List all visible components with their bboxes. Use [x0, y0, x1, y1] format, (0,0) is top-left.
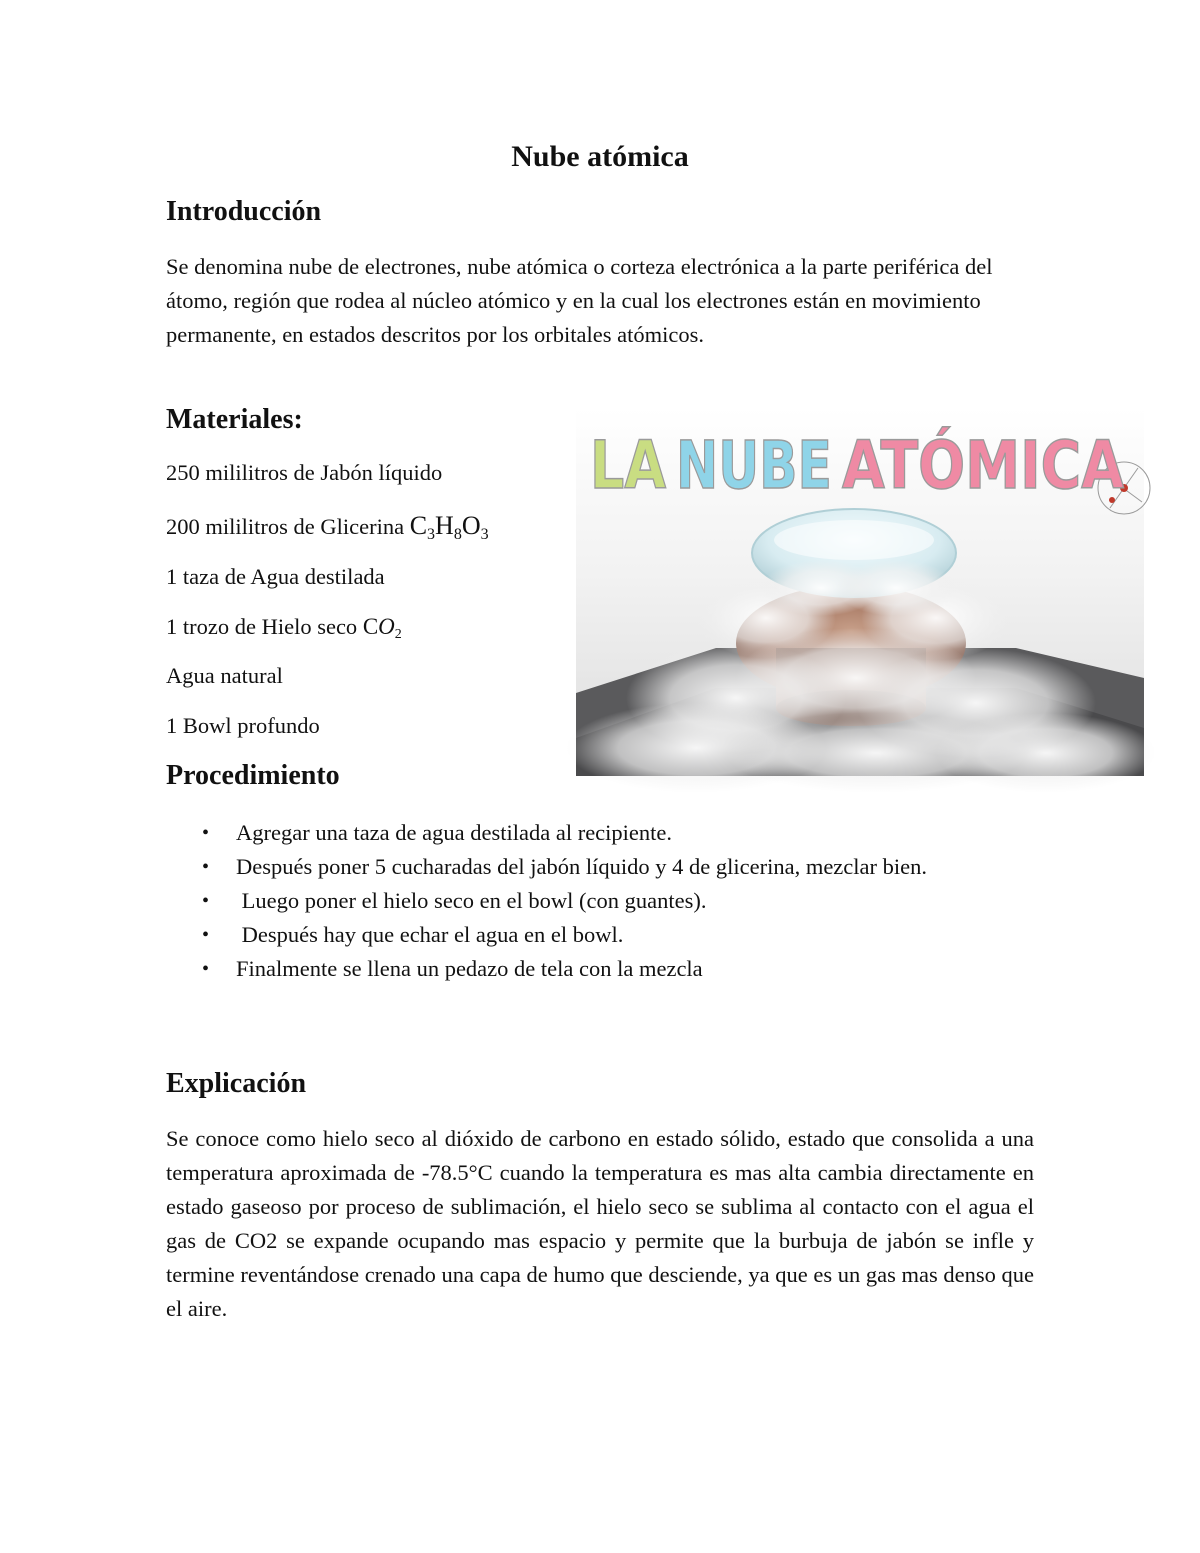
- material-item: [166, 562, 385, 592]
- bullet: •: [202, 822, 210, 844]
- explanation-heading: Explicación: [166, 1068, 307, 1099]
- procedure-step-text: Agregar una taza de agua destilada al recipiente.: [236, 820, 673, 845]
- bullet: •: [202, 958, 210, 980]
- introduction-text: Se denomina nube de electrones, nube atómica o corteza electrónica a la parte periférica del átomo, región que rodea al núcleo atómico y en la cual los electrones están en movimiento permanente, en estados descritos por los orbitales atómicos.: [166, 254, 993, 347]
- material-item: [166, 612, 402, 642]
- explanation-text: Se conoce como hielo seco al dióxido de carbono en estado sólido, estado que consolida a una temperatura aproximada de -78.5°C cuando la temperatura es mas alta cambia directamente en estado gaseoso por proceso de sublimación, el hielo seco se sublima al contacto con el agua el gas de CO2 se expande ocupando mas espacio y permite que la burbuja de jabón se infle y termine reventándose crenado una capa de humo que desciende, ya que es un gas mas denso que el aire.: [166, 1126, 1034, 1321]
- material-item-label: 1 taza de Agua destilada: [166, 564, 385, 589]
- material-item: [166, 711, 320, 741]
- procedure-step: [202, 918, 1046, 952]
- procedure-heading: Procedimiento: [166, 760, 340, 791]
- material-item-label: 1 Bowl profundo: [166, 713, 320, 738]
- procedure-step: [202, 884, 1046, 918]
- dry-ice-formula: $CO_2$: [362, 614, 402, 642]
- material-item: [166, 661, 283, 691]
- procedure-step: [202, 816, 1046, 850]
- procedure-step-text: Después hay que echar el agua en el bowl.: [236, 922, 624, 947]
- introduction-heading: Introducción: [166, 196, 322, 227]
- procedure-step-text: Finalmente se llena un pedazo de tela con la mezcla: [236, 956, 703, 981]
- material-item-label: Agua natural: [166, 663, 283, 688]
- material-item-label: 200 mililitros de Glicerina: [166, 514, 405, 539]
- materials-heading: Materiales:: [166, 404, 303, 435]
- material-item-label: 1 trozo de Hielo seco: [166, 614, 358, 639]
- bullet: •: [202, 924, 210, 946]
- procedure-step-text: Después poner 5 cucharadas del jabón líquido y 4 de glicerina, mezclar bien.: [236, 854, 927, 879]
- bullet: •: [202, 856, 210, 878]
- page-title: Nube atómica: [511, 140, 689, 173]
- procedure-step: [202, 850, 1046, 884]
- nube-atomica-image: [576, 408, 1144, 776]
- material-item: [166, 458, 442, 488]
- image-title-word-1: LA: [590, 427, 666, 504]
- image-title-word-2: NUBE: [676, 427, 832, 504]
- procedure-step: [202, 952, 1046, 986]
- material-item-label: 250 mililitros de Jabón líquido: [166, 460, 443, 485]
- glycerin-formula: $C_3H_8O_3$: [409, 511, 489, 543]
- image-title-word-3: ATÓMICA: [842, 427, 1124, 504]
- procedure-step-text: Luego poner el hielo seco en el bowl (con guantes).: [236, 888, 707, 913]
- procedure-list: [202, 816, 1046, 986]
- material-item: [166, 511, 489, 542]
- bullet: •: [202, 890, 210, 912]
